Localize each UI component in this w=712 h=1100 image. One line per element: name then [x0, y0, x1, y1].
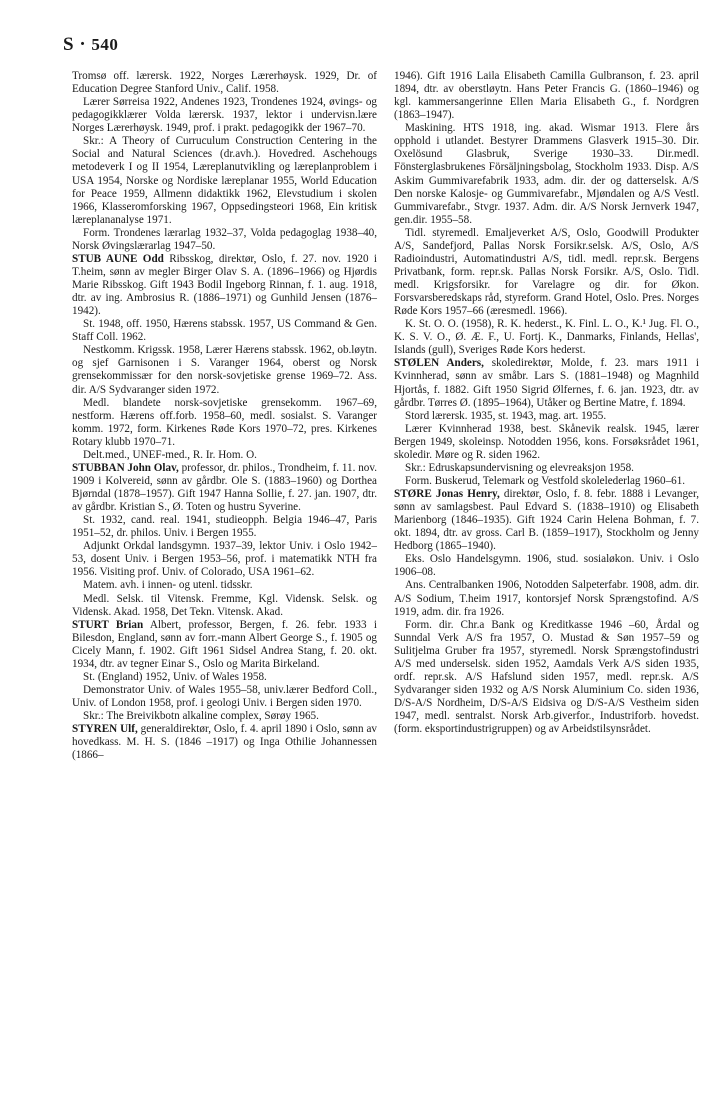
- paragraph: Ans. Centralbanken 1906, Notodden Salpeterfabr. 1908, adm. dir. A/S Sodium, T.heim 1917, kontorsjef Norsk Sprængstofind. A/S 1919, adm. dir. fra 1926.: [394, 579, 699, 618]
- entry-text: direktør, Oslo, f. 8. febr. 1888 i Levanger, sønn av samlagsbest. Paul Edvard S. (1838–1910) og Elisabeth Marienborg (1846–1935). Gift 1924 Carin Helena Bohman, f. 7. okt. 1894, dtr. av gross. Carl B. (1859–1917), Stockholm og Jenny Hedborg (1865–1940).: [394, 488, 700, 553]
- entry-text: skoledirektør, Molde, f. 23. mars 1911 i Kvinnherad, sønn av småbr. Lars S. (1881–1948) og Magnhild Hjortås, f. 1882. Gift 1950 Sigrid Ølfernes, f. 6. jan. 1923, dtr. av gårdbr. Tørres Ø. (1895–1964), Utåker og Bertine Matre, f. 1894.: [394, 357, 699, 409]
- entry-name: STUBBAN John Olav,: [72, 461, 179, 474]
- paragraph: Lærer Sørreisa 1922, Andenes 1923, Trondenes 1924, øvings- og pedagogikklærer Volda lærersk. 1937, lektor i undervisn.lære Norges Lærerhøysk. 1949, prof. i prakt. pedagogikk der 1967–70.: [72, 96, 377, 135]
- entry-name: STUB AUNE Odd: [72, 252, 164, 265]
- paragraph: Tidl. styremedl. Emaljeverket A/S, Oslo, Goodwill Produkter A/S, Sandefjord, Pallas Norsk Forsikr.selsk. A/S, Oslo, A/S Radioindustri, Automatindustri A/S, tidl. medl. repr.sk. Bergens Privatbank, form. repr.sk. Pallas Norsk Forsikr. A/S, Oslo. Tidl. medl. Krigsforsikr. for Varelagre og dir. for Økon. Forsvarsberedskaps råd, styreform. Grand Hotel, Oslo. Pres. Norges Røde Kors 1957–66 (æresmedl. 1966).: [394, 226, 699, 318]
- continued-paragraph: 1946). Gift 1916 Laila Elisabeth Camilla Gulbranson, f. 23. april 1894, dtr. av oberstløytn. Hans Peter Francis G. (1860–1946) og kgl. kammersangerinne Ellen Maria Elisabeth G., f. Nordgren (1863–1947).: [394, 70, 699, 122]
- biography-entry: [72, 462, 377, 514]
- entry-text: Ribsskog, direktør, Oslo, f. 27. nov. 1920 i T.heim, sønn av megler Birger Olav S. A. (1896–1966) og Hjørdis Marie Ribsskog. Gift 1943 Bodil Ingeborg Rinnan, f. 1. aug. 1918, dtr. av ing. Ambrosius R. (1886–1971) og Gunhild Jensen (1876–1942).: [72, 252, 377, 318]
- entry-text: Albert, professor, Bergen, f. 26. febr. 1933 i Bilesdon, England, sønn av forr.-mann Albert George S., f. 1905 og Cicely Mann, f. 1902. Gift 1961 Sidsel Andrea Stang, f. 20. okt. 1934, dtr. av tegner Einar S., Oslo og Marita Birkeland.: [72, 618, 377, 670]
- biography-entry: [72, 253, 377, 318]
- paragraph: Skr.: The Breivikbotn alkaline complex, Sørøy 1965.: [83, 710, 319, 723]
- biography-entry: [394, 357, 699, 409]
- paragraph: Delt.med., UNEF-med., R. Ir. Hom. O.: [83, 448, 257, 461]
- section-letter: S: [63, 34, 75, 55]
- paragraph: Form. Buskerud, Telemark og Vestfold skolelederlag 1960–61.: [405, 474, 686, 487]
- paragraph: Medl. blandete norsk-sovjetiske grensekomm. 1967–69, nestform. Hærens off.forb. 1958–60, medl. sosialst. S. Varanger komm. 1972, form. Kirkenes Røde Kors 1970–72, pres. Kirkenes Rotary klubb 1970–71.: [72, 396, 377, 448]
- paragraph: Nestkomm. Krigssk. 1958, Lærer Hærens stabssk. 1962, ob.løytn. og sjef Garnisonen i S. Varanger 1964, oberst og Norsk grensekommissær for den norsk-sovjetiske grense 1969–72. Ass. dir. A/S Sydvaranger siden 1972.: [72, 344, 377, 396]
- paragraph: Medl. Selsk. til Vitensk. Fremme, Kgl. Vidensk. Selsk. og Vidensk. Akad. 1958, Det Tekn. Vitensk. Akad.: [72, 592, 377, 618]
- biography-entry: [72, 723, 377, 762]
- paragraph: Stord lærersk. 1935, st. 1943, mag. art. 1955.: [405, 409, 607, 422]
- entry-name: STURT Brian: [72, 618, 144, 631]
- entry-name: STØLEN Anders,: [394, 357, 484, 370]
- paragraph: Eks. Oslo Handelsgymn. 1906, stud. sosialøkon. Univ. i Oslo 1906–08.: [394, 553, 699, 579]
- paragraph: Maskining. HTS 1918, ing. akad. Wismar 1913. Flere års opphold i utlandet. Bestyrer Drammens Glasverk 1915–30. Dir. Oxelösund Glasbruk, Sverige 1930–33. Dir.medl. Fönsterglasbrukenes Försäljningsbolag, Stockholm 1933. Disp. A/S Askim Gummivarefabrik 1933, adm. dir. der og datterselsk. A/S Den norske Kalosje- og Gummivarefabr., Mjøndalen og A/S Vestl. Gummivarefabr., Stvgr. 1937. Adm. dir. A/S Norsk Jernverk 1947, gen.dir. 1955–58.: [394, 122, 699, 226]
- header-separator: ·: [79, 34, 87, 55]
- page-number: 540: [91, 35, 119, 54]
- entry-name: STYREN Ulf,: [72, 723, 138, 736]
- paragraph: Form. Trondenes lærarlag 1932–37, Volda pedagoglag 1938–40, Norsk Øvingslærarlag 1947–50.: [72, 226, 377, 252]
- paragraph: Demonstrator Univ. of Wales 1955–58, univ.lærer Bedford Coll., Univ. of London 1958, prof. i geologi Univ. i Bergen siden 1970.: [72, 683, 377, 709]
- right-column: [394, 70, 699, 736]
- paragraph: Lærer Kvinnherad 1938, best. Skånevik realsk. 1945, lærer Bergen 1949, skoleinsp. Notodden 1956, kons. Forsøksrådet 1961, skoledir. Møre og R. siden 1962.: [394, 422, 699, 461]
- entry-name: STØRE Jonas Henry,: [394, 488, 500, 500]
- paragraph: St. 1932, cand. real. 1941, studieopph. Belgia 1946–47, Paris 1951–52, dr. philos. Univ. i Bergen 1955.: [72, 514, 377, 540]
- paragraph: Form. dir. Chr.a Bank og Kreditkasse 1946 –60, Årdal og Sunndal Verk A/S fra 1957, O. Mustad & Søn 1957–59 og Sulitjelma Gruber fra 1957, styremedl. Norsk Sprængstofindustri A/S med underselsk. siden 1952, Aamdals Verk A/S siden 1935, ordf. repr.sk. A/S Hafslund siden 1957, medl. repr.sk. A/S Sydvaranger siden 1932 og A/S Norsk Aluminium Co. siden 1936, D/S-A/S Nordheim, D/S-A/S Eidsiva og D/S-A/S Vestheim siden 1947, medl. sentralst. Norsk Arb.giverfor., Industriforb. hovedst. (form. eksportindustrigruppen) og av Arbeidstilsynsrådet.: [394, 618, 699, 736]
- paragraph: St. (England) 1952, Univ. of Wales 1958.: [83, 670, 267, 683]
- biography-entry: [72, 619, 377, 671]
- paragraph: Adjunkt Orkdal landsgymn. 1937–39, lektor Univ. i Oslo 1942–53, dosent Univ. i Bergen 1953–56, prof. i matematikk NTH fra 1956. Visiting prof. Univ. of Colorado, USA 1961–62.: [72, 540, 377, 579]
- paragraph: Skr.: A Theory of Curruculum Construction Centering in the Social and Natural Sciences (dr.avh.). Hovedred. Aschehougs metodeverk I og II 1954, Læreplanutvikling og læreplanproblem i USA 1954, Norske og Nordiske læreplanar 1955, World Education for Peace 1959, Allmenn didaktikk 1962, Elevstudium i skolen 1966, Klasseromforsking 1967, Oppsedingsteori 1968, Ein kritisk læreplananalyse 1971.: [72, 135, 377, 226]
- entry-text: generaldirektør, Oslo, f. 4. april 1890 i Oslo, sønn av hovedkass. M. H. S. (1846 –1917) og Inga Othilie Johannessen (1866–: [72, 723, 377, 762]
- paragraph: St. 1948, off. 1950, Hærens stabssk. 1957, US Command & Gen. Staff Coll. 1962.: [72, 318, 377, 344]
- biography-entry: [394, 488, 699, 553]
- page-header: [63, 34, 118, 56]
- paragraph: Skr.: Edruskapsundervisning og elevreaksjon 1958.: [405, 461, 634, 474]
- paragraph: K. St. O. O. (1958), R. K. hederst., K. Finl. L. O., K.¹ Jug. Fl. O., K. S. V. O., Ø. Æ. F., U. Fortj. K., Danmarks, Finlands, Hellas', Islands (gull), Sveriges Røde Kors hederst.: [394, 318, 699, 357]
- left-column: [72, 70, 377, 762]
- paragraph: Matem. avh. i innen- og utenl. tidsskr.: [83, 579, 253, 592]
- continued-paragraph: Tromsø off. lærersk. 1922, Norges Lærerhøysk. 1929, Dr. of Education Degree Stanford Univ., Calif. 1958.: [72, 70, 377, 96]
- entry-text: professor, dr. philos., Trondheim, f. 11. nov. 1909 i Kolvereid, sønn av gårdbr. Ole S. (1883–1960) og Dorthea Bjørndal (1878–1957). Gift 1947 Hanna Sollie, f. 27. jan. 1907, dtr. av gårdbr. Kristian S., Ø. Toten og hustru Syverine.: [72, 461, 377, 514]
